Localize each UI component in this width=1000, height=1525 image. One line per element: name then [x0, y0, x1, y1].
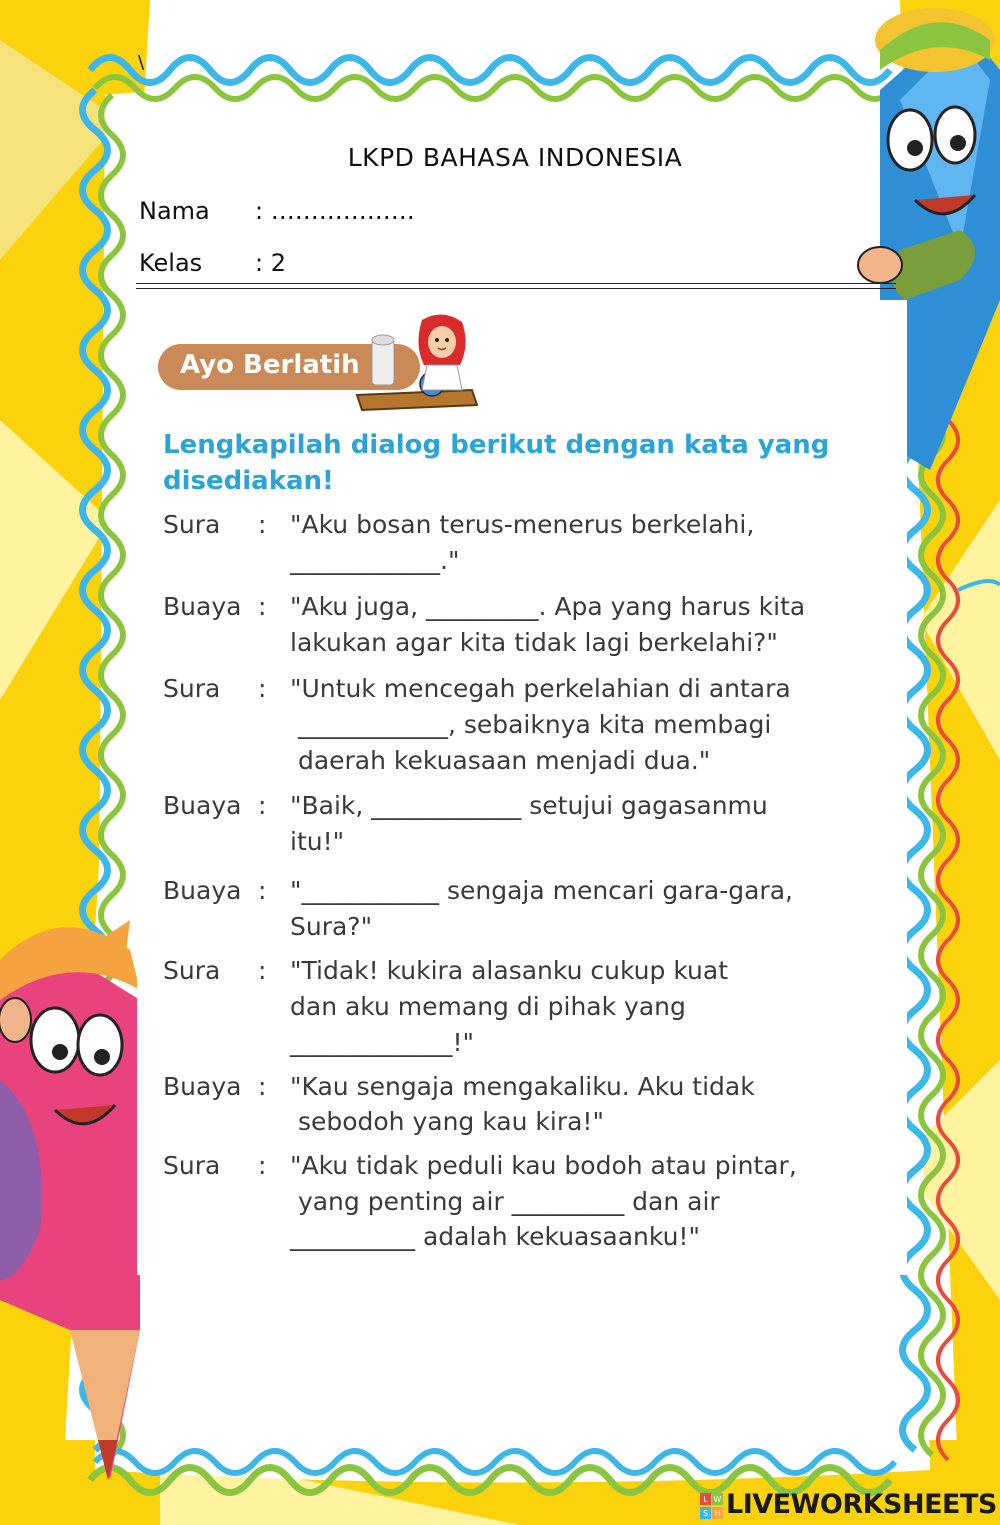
dialog-line-blank[interactable]: ____________."	[290, 546, 460, 575]
dialog-line: "Kau sengaja mengakaliku. Aku tidak	[290, 1072, 755, 1101]
dialog-line-blank[interactable]: __________ adalah kekuasaanku!"	[290, 1222, 700, 1251]
speaker-colon: :	[258, 1151, 267, 1180]
speaker-label: Sura	[163, 510, 221, 539]
speaker-colon: :	[258, 791, 267, 820]
logo-letter: H	[714, 1509, 721, 1518]
header-divider	[136, 283, 896, 284]
page-title: LKPD BAHASA INDONESIA	[347, 143, 683, 172]
name-field[interactable]: : ………………	[255, 197, 415, 225]
section-badge-label: Ayo Berlatih	[180, 350, 360, 380]
speaker-label: Buaya	[163, 791, 242, 820]
dialog-line: dan aku memang di pihak yang	[290, 992, 686, 1021]
instruction-text: Lengkapilah dialog berikut dengan kata yang disediakan!	[163, 430, 830, 496]
name-label: Nama	[139, 197, 210, 225]
speaker-colon: :	[258, 956, 267, 985]
dialog-line: "Aku bosan terus-menerus berkelahi,	[290, 510, 755, 539]
speaker-label: Buaya	[163, 1072, 242, 1101]
dialog-line: sebodoh yang kau kira!"	[290, 1107, 604, 1136]
speaker-colon: :	[258, 510, 267, 539]
logo-letter: S	[702, 1509, 709, 1518]
dialog-line: itu!"	[290, 827, 345, 856]
dialog-line: lakukan agar kita tidak lagi berkelahi?"	[290, 628, 778, 657]
dialog-line-blank[interactable]: yang penting air _________ dan air	[290, 1187, 720, 1216]
dialog-line-blank[interactable]: "Baik, ____________ setujui gagasanmu	[290, 791, 768, 820]
speaker-label: Sura	[163, 956, 221, 985]
class-value: : 2	[255, 249, 286, 277]
dialog-line: "Tidak! kukira alasanku cukup kuat	[290, 956, 729, 985]
watermark-text: LIVEWORKSHEETS	[726, 1489, 997, 1520]
dialog-line-blank[interactable]: _____________!"	[290, 1028, 475, 1057]
liveworksheets-logo-icon	[700, 1489, 724, 1523]
speaker-colon: :	[258, 674, 267, 703]
speaker-label: Buaya	[163, 592, 242, 621]
speaker-label: Sura	[163, 1151, 221, 1180]
speaker-colon: :	[258, 876, 267, 905]
dialog-line-blank[interactable]: ____________, sebaiknya kita membagi	[290, 710, 772, 739]
dialog-line-blank[interactable]: "Aku juga, _________. Apa yang harus kita	[290, 592, 806, 621]
class-label: Kelas	[139, 249, 203, 277]
stray-mark: \	[138, 52, 145, 73]
dialog-line-blank[interactable]: "___________ sengaja mencari gara-gara,	[290, 876, 793, 905]
logo-letter: W	[713, 1495, 722, 1504]
speaker-label: Sura	[163, 674, 221, 703]
dialog-line: "Aku tidak peduli kau bodoh atau pintar,	[290, 1151, 797, 1180]
speaker-colon: :	[258, 1072, 267, 1101]
dialog-line: daerah kekuasaan menjadi dua."	[290, 746, 711, 775]
logo-letter: L	[703, 1495, 708, 1504]
girl-with-globe	[352, 310, 482, 415]
header-divider-thin	[136, 288, 896, 289]
speaker-label: Buaya	[163, 876, 242, 905]
dialog-line: Sura?"	[290, 912, 373, 941]
dialog-line: "Untuk mencegah perkelahian di antara	[290, 674, 791, 703]
speaker-colon: :	[258, 592, 267, 621]
